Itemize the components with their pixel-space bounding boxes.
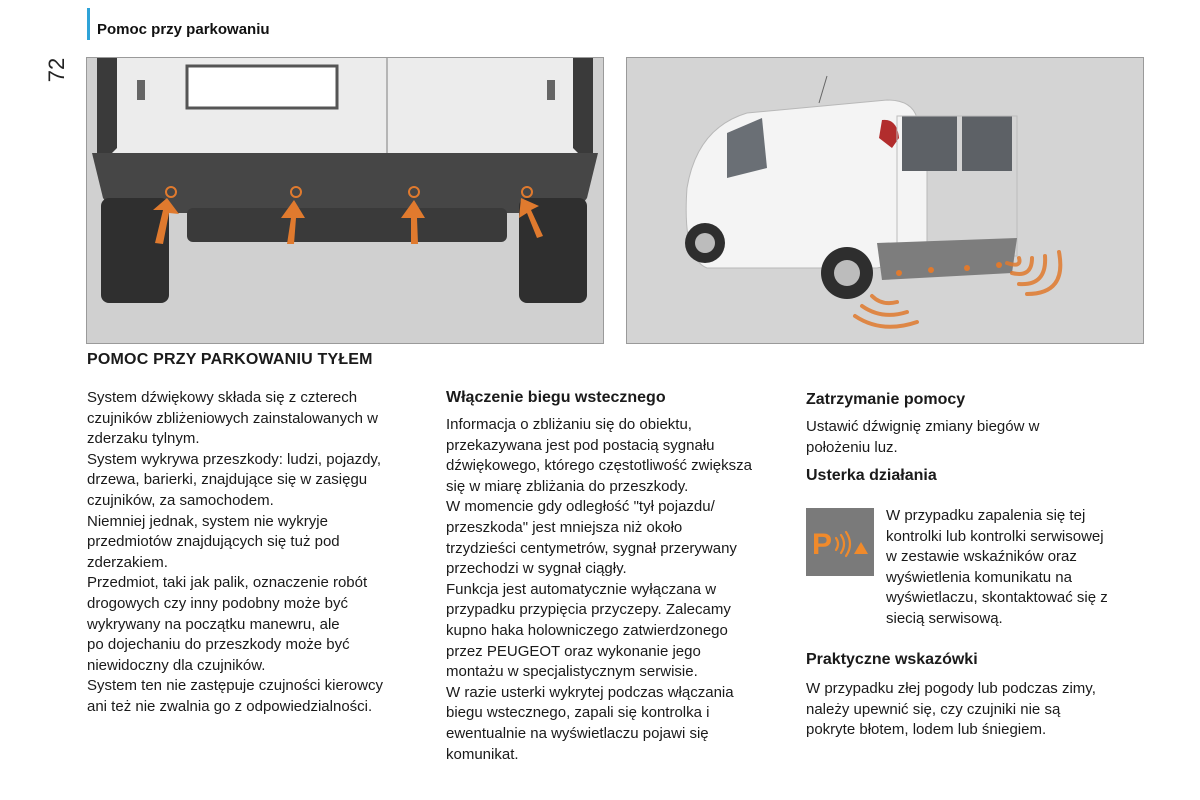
tips-text: W przypadku złej pogody lub podczas zimy, należy upewnić się, czy czujniki nie są pokryte błotem, lodem lub śniegiem. xyxy=(806,680,1096,739)
header-accent-bar xyxy=(87,8,90,40)
parking-assist-warning-icon xyxy=(806,508,874,576)
fault-text: W przypadku zapalenia się tej kontrolki lub kontrolki serwisowej w zestawie wskaźników oraz wyświetlenia komunikatu na wyświetlaczu, skontaktować się z siecią serwisową. xyxy=(886,507,1108,627)
van-rear-parking-waves-illustration xyxy=(626,57,1144,344)
rear-bumper-sensors-illustration xyxy=(86,57,604,344)
section-title: POMOC PRZY PARKOWANIU TYŁEM xyxy=(87,351,373,368)
col2-text: Informacja o zbliżaniu się do obiektu, przekazywana jest pod postacią sygnału dźwiękowego, którego częstotliwość zwiększa się w miarę zbliżania do przeszkody. W momencie gdy odległość "tył pojazdu/ przeszkoda" jest mniejsza niż około trzydzieści centymetrów, sygnał przerywany przechodzi w sygnał ciągły. Funkcja jest automatycznie wyłączana w przypadku przypięcia przyczepy. Zalecamy kupno haka holowniczego zatwierdzonego przez PEUGEOT oraz wykonanie jego montażu w specjalistycznym serwisie. W razie usterki wykrytej podczas włączania biegu wstecznego, zapali się kontrolka i ewentualnie na wyświetlaczu pojawi się komunikat. xyxy=(446,416,752,763)
stop-text: Ustawić dźwignię zmiany biegów w położeniu luz. xyxy=(806,418,1040,456)
page-header-title: Pomoc przy parkowaniu xyxy=(97,21,270,38)
svg-text:P: P xyxy=(812,528,833,561)
tips-heading: Praktyczne wskazówki xyxy=(806,651,978,668)
col1-text: System dźwiękowy składa się z czterech czujników zbliżeniowych zainstalowanych w zderzaku tylnym. System wykrywa przeszkody: ludzi, pojazdy, drzewa, barierki, znajdujące się w zasięgu czujników, za samochodem. Niemniej jednak, system nie wykryje przedmiotów znajdujących się tuż pod zderzakiem. Przedmiot, taki jak palik, oznaczenie robót drogowych czy inny podobny może być wykrywany na początku manewru, ale po dojechaniu do przeszkody może być niewidoczny dla czujników. System ten nie zastępuje czujności kierowcy ani też nie zwalnia go z odpowiedzialności. xyxy=(87,389,383,715)
stop-heading: Zatrzymanie pomocy xyxy=(806,391,966,408)
page-number: 72 xyxy=(44,57,69,83)
fault-heading: Usterka działania xyxy=(806,467,937,484)
col2-heading: Włączenie biegu wstecznego xyxy=(446,389,666,406)
